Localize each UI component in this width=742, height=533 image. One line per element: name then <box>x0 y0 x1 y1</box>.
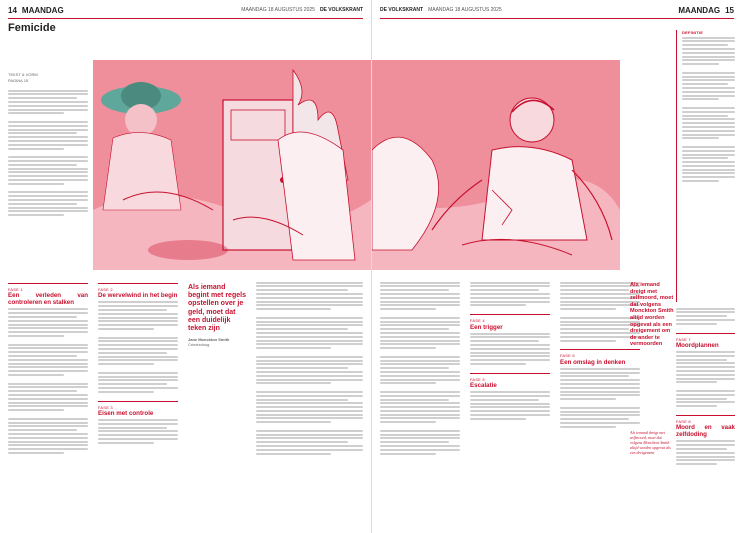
left-day: MAANDAG <box>21 5 64 15</box>
article-phase-6 <box>560 280 640 528</box>
phase-7-kicker: FASE 7 <box>676 336 691 342</box>
pull-quote-left-text: Als iemand begint met regels opstellen over je geld, moet dat een duidelijk teken zijn <box>188 284 246 333</box>
phase-8-kicker: FASE 8 <box>676 418 691 424</box>
intro-column <box>8 88 88 268</box>
phase-5-title: Escalatie <box>470 382 497 390</box>
phase-1-kicker: FASE 1 <box>8 287 23 292</box>
phase-5-kicker: FASE 5 <box>470 376 485 382</box>
right-day: MAANDAG <box>678 5 721 15</box>
right-head-rule <box>380 18 734 19</box>
illustration-left <box>93 60 371 270</box>
byline-label: TEKST & VORM <box>8 72 38 77</box>
phase-7-title: Moordplannen <box>676 341 719 349</box>
phase-3-title: Eisen met controle <box>98 409 154 417</box>
article-continuation-right-1 <box>380 280 460 528</box>
section-title: Femicide <box>8 22 56 34</box>
definition-box <box>676 30 735 302</box>
left-page-number: 14 <box>8 5 17 15</box>
pull-quote-left-author: Jane Monckton Smith <box>188 337 230 343</box>
phase-4-kicker: FASE 4 <box>470 318 485 324</box>
illustration-figure-left <box>93 60 371 270</box>
right-page <box>371 0 742 533</box>
article-continuation-left <box>256 280 363 528</box>
left-paper-name: DE VOLKSKRANT <box>319 7 363 13</box>
right-paper-name: DE VOLKSKRANT <box>380 7 424 13</box>
pull-quote-right-text: Als iemand dreigt met zelfmoord, moet dat volgens Monckton Smith altijd worden opgevat als een dreigement om de ander te vermoorden <box>630 282 674 348</box>
left-date-line: MAANDAG 18 AUGUSTUS 2025 <box>241 7 315 13</box>
pull-quote-left <box>188 284 248 347</box>
phase-8-title: Moord en vaak zelfdoding <box>676 424 735 439</box>
right-running-head <box>380 4 734 16</box>
pull-quote-left-role: Criminoloog <box>188 342 210 348</box>
phase-1-title: Een verleden van controleren en stalken <box>8 292 88 307</box>
article-phase-2 <box>98 280 178 528</box>
phase-6-kicker: FASE 6 <box>560 353 575 359</box>
phase-6-title: Een omslag in denken <box>560 358 626 366</box>
illustration-figure-right <box>372 60 620 270</box>
byline-sub: PAGINA 15 <box>8 78 29 83</box>
pull-quote-right <box>630 282 674 348</box>
article-phase-4-5 <box>470 280 550 528</box>
definition-kicker: DEFINITIE <box>682 30 704 35</box>
right-page-number: 15 <box>725 5 734 15</box>
right-date-line: MAANDAG 18 AUGUSTUS 2025 <box>428 7 502 13</box>
phase-3-kicker: FASE 3 <box>98 404 113 410</box>
article-phase-1 <box>8 280 88 528</box>
byline <box>8 72 88 84</box>
left-running-head <box>8 4 363 16</box>
phase-2-kicker: FASE 2 <box>98 287 113 292</box>
phase-4-title: Een trigger <box>470 323 503 331</box>
left-head-rule <box>8 18 363 19</box>
illustration-right <box>372 60 620 270</box>
article-phase-7-8 <box>676 306 735 528</box>
phase-2-title: De wervelwind in het begin <box>98 292 178 300</box>
side-caption: Als iemand dreigt met zelfmoord, moet dat volgens Monckton Smith altijd worden opgevat als een dreigement <box>630 430 671 455</box>
